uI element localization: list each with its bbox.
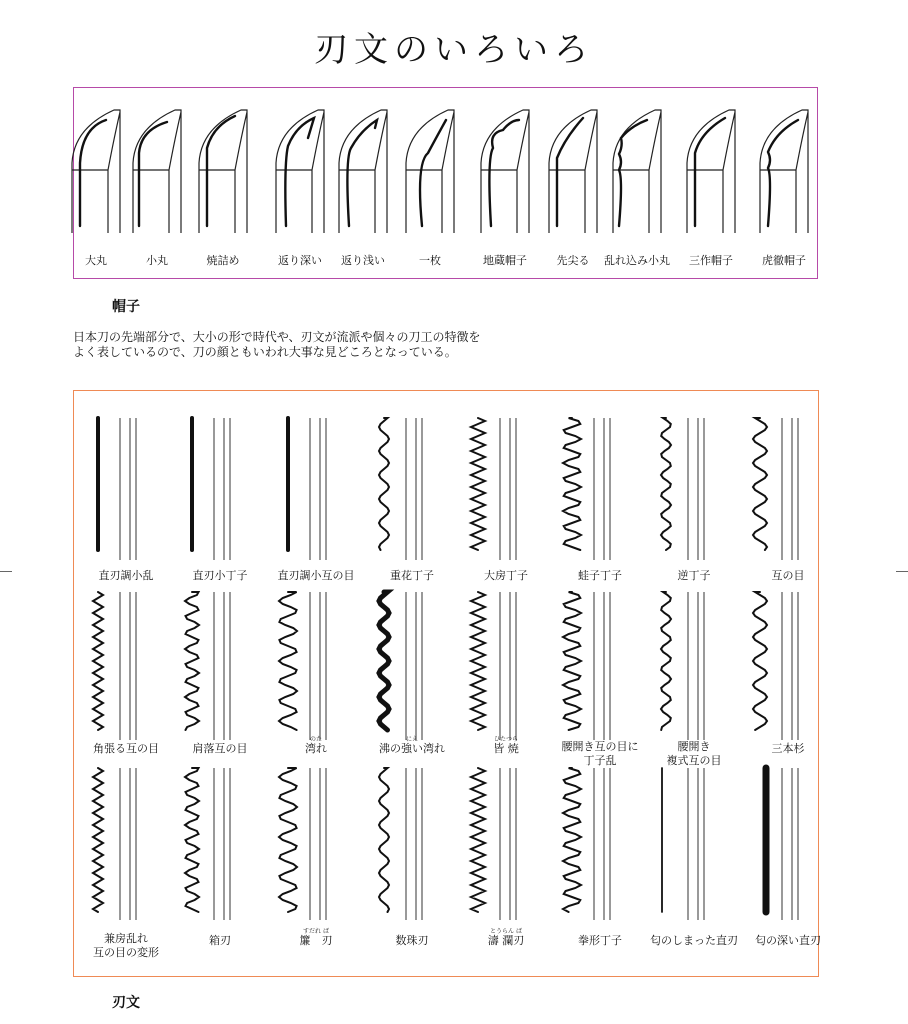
boshi-label: 返り深い [278,254,322,267]
hamon-label [578,934,622,948]
hamon-label-line: 数珠刃 [395,934,429,947]
boshi-label: 小丸 [146,254,168,267]
hamon-label-line: 簾 刃 [299,934,333,947]
hamon-label-line: 箱刃 [209,934,231,947]
hamon-kawazuko-choji-icon [560,418,630,560]
hamon-gunome-icon [748,418,818,560]
hamon-label-line: 沸の強い湾れ [379,742,445,755]
hamon-hitatsura-icon [466,592,536,740]
hamon-label-line: 丁子乱 [583,754,617,767]
page-title: 刃文のいろいろ [314,30,594,70]
boshi-komaru-icon [127,108,187,233]
hamon-obusa-choji-icon [466,418,536,560]
boshi-yakizume-icon [193,108,253,233]
hamon-label [390,569,434,583]
hamon-label [305,742,327,756]
hamon-label-line: 拳形丁子 [578,934,622,947]
hamon-sudareba-icon [276,768,346,920]
boshi-label: 大丸 [85,254,107,267]
hamon-label-line: 直刃調小互の目 [277,569,355,582]
boshi-label: 焼詰め [206,254,240,267]
hamon-label-line: 腰開き [677,740,711,753]
hamon-label-line: 濤 瀾刃 [487,934,525,947]
boshi-kaeri-fukai-icon [270,108,330,233]
hamon-nioi-shimatta-suguha-icon [654,768,724,920]
hamon-label [772,569,805,583]
hamon-sanbonsugi-icon [748,592,818,740]
hamon-label [93,742,159,756]
hamon-koshihiraki-fukushiki-icon [654,592,724,740]
hamon-label-line: 蛙子丁子 [578,569,622,582]
hamon-koshihiraki-choji-icon [560,592,630,740]
hamon-label-line: 互の目 [771,569,805,582]
hamon-label [650,934,738,948]
hamon-kanefusa-midare-icon [86,768,156,920]
hamon-kakubaru-gunome-icon [86,592,156,740]
hamon-label [379,742,445,756]
hamon-ruby: にえ [405,736,419,743]
hamon-suguha-kogunome-icon [276,418,346,560]
hamon-label [193,742,248,756]
hamon-label [493,742,519,756]
hamon-label-line: 逆丁子 [677,569,711,582]
boshi-label: 先尖る [556,254,590,267]
hamon-label [93,932,159,960]
hamon-label-line: 大房丁子 [484,569,528,582]
boshi-omaru-icon [66,108,126,233]
hamon-label [578,569,622,583]
hamon-label-line: 直刃小丁子 [192,569,248,582]
boshi-kaeri-asai-icon [333,108,393,233]
hamon-label-line: 腰開き互の目に [561,740,639,753]
hamon-label [99,569,154,583]
hamon-label [396,934,429,948]
boshi-description-line: 日本刀の先端部分で、大小の形で時代や、刃文が流派や個々の刀工の特徴を [73,330,481,344]
hamon-label-line: 直刃調小乱 [98,569,154,582]
hamon-juka-choji-icon [372,418,442,560]
hamon-label-line: 湾れ [305,742,327,755]
crop-mark-left [0,571,12,572]
boshi-sansaku-icon [681,108,741,233]
hamon-label [772,742,805,756]
hamon-ruby: すだれ ば [303,928,329,935]
hamon-label [484,569,528,583]
boshi-sakitogaru-icon [543,108,603,233]
hamon-toranba-icon [466,768,536,920]
hamon-hakoba-icon [180,768,250,920]
hamon-label [488,934,525,948]
hamon-ruby: のた [309,736,323,743]
hamon-label [278,569,355,583]
boshi-label: 一枚 [419,254,441,267]
crop-mark-right [896,571,908,572]
hamon-label [300,934,333,948]
boshi-label: 返り浅い [341,254,385,267]
hamon-kataochi-gunome-icon [180,592,250,740]
hamon-label-line: 匂の深い直刃 [755,934,821,947]
hamon-label-line: 肩落互の目 [192,742,248,755]
hamon-notare-icon [276,592,346,740]
boshi-label: 虎徹帽子 [762,254,806,267]
boshi-label: 地蔵帽子 [483,254,527,267]
hamon-ruby: ひたつら [493,736,519,743]
hamon-nie-notare-icon [372,592,442,740]
hamon-suguha-kochoji-icon [180,418,250,560]
hamon-ruby: とうらん ば [490,928,522,935]
hamon-heading: 刃文 [112,995,140,1011]
hamon-label [193,569,248,583]
hamon-label [667,740,722,768]
boshi-midarekomi-icon [607,108,667,233]
boshi-label: 乱れ込み小丸 [604,254,670,267]
hamon-label-line: 匂のしまった直刃 [650,934,738,947]
hamon-label-line: 三本杉 [771,742,805,755]
hamon-nioi-fukai-suguha-icon [748,768,818,920]
boshi-description-line: よく表しているので、刀の顔ともいわれ大事な見どころとなっている。 [73,345,457,359]
hamon-label [209,934,231,948]
hamon-label [678,569,711,583]
hamon-saka-choji-icon [654,418,724,560]
boshi-ichimai-icon [400,108,460,233]
hamon-suguha-komidare-icon [86,418,156,560]
hamon-label [755,934,821,948]
hamon-label-line: 皆 焼 [493,742,519,755]
boshi-jizo-icon [475,108,535,233]
hamon-label-line: 兼房乱れ [104,932,148,945]
hamon-label-line: 複式互の目 [666,754,722,767]
boshi-description [73,330,573,360]
hamon-label-line: 重花丁子 [390,569,434,582]
hamon-kobushigata-choji-icon [560,768,630,920]
boshi-kotetsu-icon [754,108,814,233]
hamon-label-line: 角張る互の目 [93,742,159,755]
hamon-label [562,740,639,768]
boshi-heading: 帽子 [112,299,140,315]
hamon-label-line: 互の目の変形 [93,946,159,959]
hamon-juzuba-icon [372,768,442,920]
boshi-label: 三作帽子 [689,254,733,267]
